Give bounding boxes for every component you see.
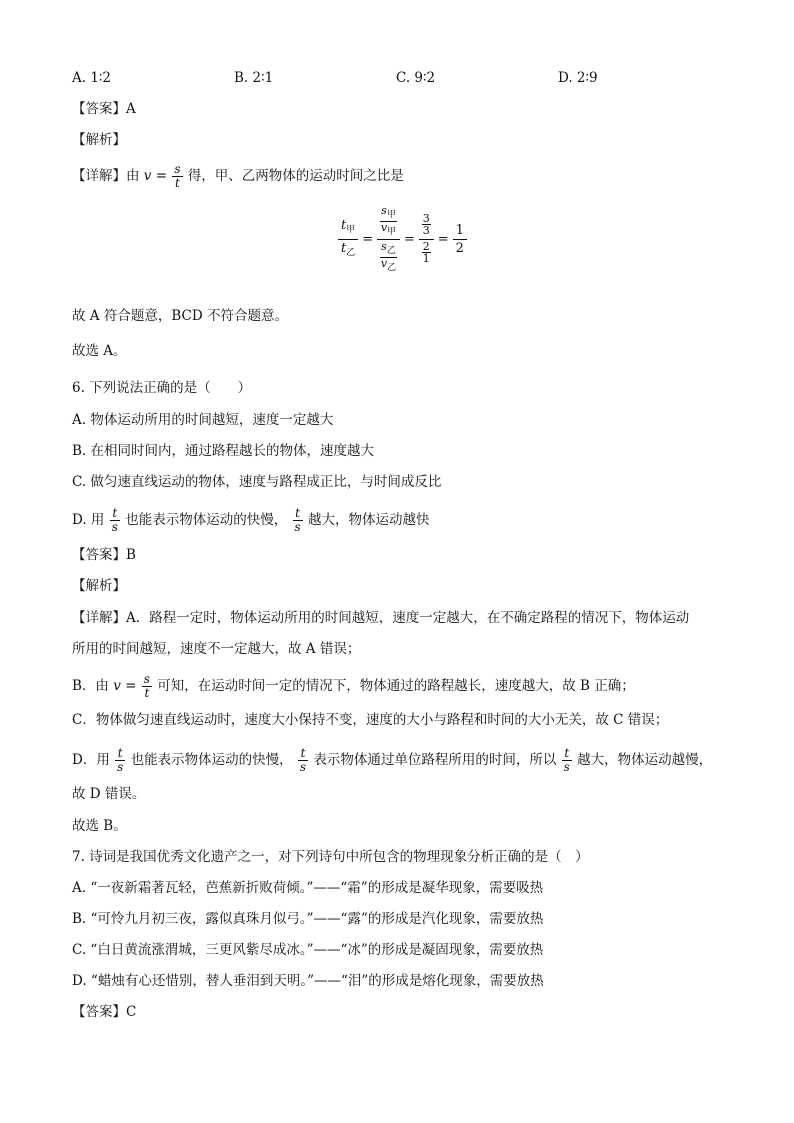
eq-sign-3: = bbox=[437, 232, 449, 247]
q5-conclusion-2: 故选 A。 bbox=[72, 343, 127, 359]
ratio-sv: $s_甲$ $v_甲$ $s_乙$ $v_乙$ bbox=[377, 204, 400, 275]
formula-eq: = bbox=[155, 168, 168, 184]
q6-detail-b: B．由 v = $\frac{s}{t}$ 可知，在运动时间一定的情况下，物体通过的路程越长，速度越大，故 B 正确； bbox=[72, 672, 635, 700]
q6-option-d: D. 用 $\frac{t}{s}$ 也能表示物体运动的快慢， $\frac{t}{s}$ 越大，物体运动越快 bbox=[72, 506, 430, 534]
q7-option-c: C. “白日黄流涨渭城，三更风紫尽成冰。”——“冰”的形成是凝固现象，需要放热 bbox=[72, 942, 544, 958]
q6-choose: 故选 B。 bbox=[72, 818, 127, 834]
q7-option-a: A. “一夜新霜著瓦轻，芭蕉新折败荷倾。”——“霜”的形成是凝华现象，需要吸热 bbox=[72, 880, 544, 896]
q7-option-d: D. “蜡烛有心还惜别，替人垂泪到天明。”——“泪”的形成是熔化现象，需要放热 bbox=[72, 973, 544, 989]
q6-option-a: A. 物体运动所用的时间越短，速度一定越大 bbox=[72, 412, 334, 428]
q5-detail-suffix: 得，甲、乙两物体的运动时间之比是 bbox=[187, 168, 404, 184]
q5-analysis: 【解析】 bbox=[72, 132, 126, 148]
q7-option-b: B. “可怜九月初三夜，露似真珠月似弓。”——“露”的形成是汽化现象，需要放热 bbox=[72, 911, 544, 927]
option-b: B. 2∶1 bbox=[234, 70, 274, 86]
option-d: D. 2∶9 bbox=[558, 70, 598, 86]
formula-v: v bbox=[143, 168, 152, 184]
option-a: A. 1∶2 bbox=[72, 70, 112, 86]
q6-detail-1: 【详解】A．路程一定时，物体运动所用的时间越短，速度一定越大，在不确定路程的情况下，物体运动 bbox=[72, 610, 690, 626]
q6-analysis: 【解析】 bbox=[72, 578, 126, 594]
eq-sign-2: = bbox=[403, 232, 415, 247]
q5-detail-prefix: 【详解】由 bbox=[72, 168, 140, 184]
eq-sign-1: = bbox=[362, 232, 374, 247]
fraction-s-over-t: $\frac{s}{t}$ bbox=[174, 162, 181, 190]
q6-answer: 【答案】B bbox=[72, 547, 136, 563]
ratio-t: $t_甲$ $t_乙$ bbox=[338, 217, 358, 262]
q6-detail-d: D．用 $\frac{t}{s}$ 也能表示物体运动的快慢， $\frac{t}{s}$ 表示物体通过单位路程所用的时间，所以 $\frac{t}{s}$ 越大，物体运动越慢， bbox=[72, 746, 713, 774]
option-c: C. 9∶2 bbox=[396, 70, 436, 86]
q6-option-c: C. 做匀速直线运动的物体，速度与路程成正比，与时间成反比 bbox=[72, 474, 442, 490]
q6-detail-2: 所用的时间越短，速度不一定越大，故 A 错误； bbox=[72, 641, 361, 657]
q6-stem: 6. 下列说法正确的是（ ） bbox=[72, 380, 252, 396]
time-ratio-equation bbox=[338, 204, 467, 275]
q5-detail bbox=[72, 163, 404, 190]
q6-detail-c: C．物体做匀速直线运动时，速度大小保持不变，速度的大小与路程和时间的大小无关，故 C 错误； bbox=[72, 712, 669, 728]
q6-detail-d-end: 故 D 错误。 bbox=[72, 786, 146, 802]
q7-answer: 【答案】C bbox=[72, 1004, 137, 1020]
ratio-numbers: $\frac{3}{3}$ $\frac{2}{1}$ bbox=[419, 212, 434, 267]
q6-option-b: B. 在相同时间内，通过路程越长的物体，速度越大 bbox=[72, 443, 375, 459]
ratio-result: 1 2 bbox=[453, 222, 467, 257]
q5-answer: 【答案】A bbox=[72, 101, 136, 117]
q7-stem: 7. 诗词是我国优秀文化遗产之一，对下列诗句中所包含的物理现象分析正确的是（ ） bbox=[72, 849, 589, 865]
q5-conclusion-1: 故 A 符合题意，BCD 不符合题意。 bbox=[72, 308, 288, 324]
